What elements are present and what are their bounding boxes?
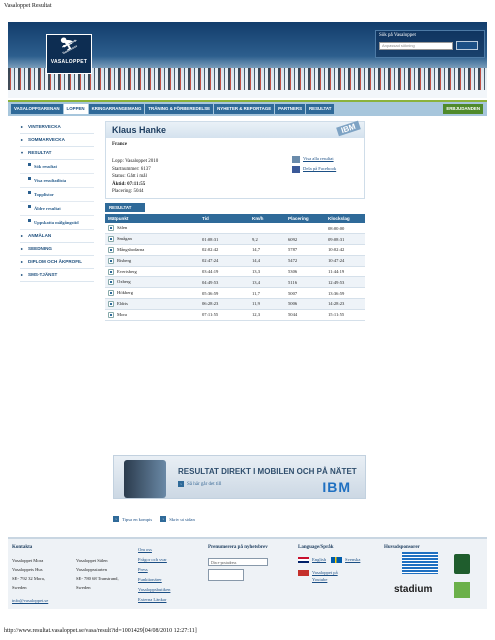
sidebar-item-sms[interactable] [20, 269, 94, 282]
sidebar-item-label: SEEDNING [28, 246, 52, 251]
bullet-icon [28, 191, 31, 194]
table-cell: 14,7 [249, 245, 285, 256]
footer-link-funktionarer[interactable]: Funktionärer [138, 577, 162, 582]
bullet-icon [28, 163, 31, 166]
table-cell: 10:02:42 [325, 245, 365, 256]
table-row [105, 309, 365, 320]
youtube-row [298, 569, 360, 583]
sidebar-item-vintervecka[interactable] [20, 121, 94, 134]
share-row [113, 516, 203, 522]
banner-link-label: Så här går det till [187, 481, 222, 487]
footer-contact-heading: Kontakta [12, 545, 33, 550]
table-row [105, 266, 365, 277]
table-cell: 06:28:23 [199, 299, 249, 310]
table-cell: 02:02:42 [199, 245, 249, 256]
table-cell [105, 223, 199, 234]
language-options [298, 555, 360, 564]
language-svenska-link[interactable]: Svenska [345, 557, 361, 562]
table-cell [105, 255, 199, 266]
share-facebook-label: Dela på Facebook [303, 166, 337, 171]
sidebar-sub-label: Topplistor [34, 192, 54, 197]
nav-traning[interactable]: TRÄNING & FÖRBEREDELSE [145, 104, 213, 114]
checkpoint-label: Eldris [117, 301, 128, 307]
arrow-right-icon: ▸ [21, 246, 24, 251]
bullet-icon [28, 177, 31, 180]
athlete-country: France [112, 142, 127, 147]
checkpoint-label: Sälen [117, 225, 128, 231]
table-cell: 08:00:00 [325, 223, 365, 234]
sponsor-logo-lightgreen[interactable] [454, 582, 470, 598]
col-matpunkt: Mätpunkt [105, 214, 199, 223]
sidebar-sub-aldre-resultat[interactable] [20, 202, 94, 216]
table-cell: 14:28:23 [325, 299, 365, 310]
chevron-right-icon: › [178, 481, 184, 487]
ibm-badge: IBM [336, 121, 360, 137]
table-cell: 5006 [285, 299, 325, 310]
results-body [105, 223, 365, 320]
table-row [105, 234, 365, 245]
nav-loppen[interactable]: LOPPEN [64, 104, 88, 114]
vasaloppet-logo[interactable] [46, 34, 92, 74]
footer-link-om-oss[interactable]: Om oss [138, 547, 152, 552]
mobile-results-banner[interactable] [113, 455, 366, 499]
checkpoint-icon[interactable] [108, 258, 114, 264]
search-label: Sök på Vasaloppet [379, 33, 416, 38]
contact-salen-line1: Vasaloppet Sälen [76, 558, 108, 563]
sidebar-sub-label: Äldre resultat [34, 206, 61, 211]
footer-newsletter [208, 543, 268, 581]
arrow-right-icon: ▸ [21, 272, 24, 277]
table-cell: 14,4 [249, 255, 285, 266]
sidebar-item-label: DIPLOM OCH ÅKPROFIL [28, 259, 83, 264]
checkpoint-label: Mångsbodarna [117, 247, 145, 253]
table-cell: 5116 [285, 277, 325, 288]
banner-link[interactable] [178, 481, 221, 487]
table-cell: 15:11:55 [325, 309, 365, 320]
language-english-link[interactable]: English [312, 557, 327, 562]
table-cell: 13,4 [249, 277, 285, 288]
footer-links [138, 545, 170, 605]
col-klockslag: Klockslag [325, 214, 365, 223]
nav-resultat[interactable]: RESULTAT [306, 104, 334, 114]
sidebar-item-label: VINTERVECKA [28, 124, 61, 129]
sidebar-item-diplom[interactable] [20, 256, 94, 269]
footer-link-faq[interactable]: Frågor och svar [138, 557, 167, 562]
print-page-title: Vasaloppet Resultat [4, 3, 52, 9]
table-row [105, 255, 365, 266]
table-cell: 01:08:31 [199, 234, 249, 245]
sponsor-ibm-logo[interactable] [402, 552, 438, 574]
table-cell: 03:44:19 [199, 266, 249, 277]
contact-mora-line4: Sweden [12, 585, 27, 590]
sweden-flag-icon [331, 557, 342, 563]
table-cell [105, 277, 199, 288]
skier-logo-icon: ⛷ [58, 38, 80, 55]
checkpoint-icon[interactable] [108, 225, 114, 231]
table-cell: 5787 [285, 245, 325, 256]
table-cell: 05:36:59 [199, 288, 249, 299]
site-footer [8, 537, 487, 609]
sidebar-sub-topplistor[interactable] [20, 188, 94, 202]
sidebar-item-label: ANMÄLAN [28, 233, 52, 238]
facebook-icon [292, 166, 300, 173]
arrow-right-icon: ▸ [21, 124, 24, 129]
table-row [105, 245, 365, 256]
table-row [105, 288, 365, 299]
table-cell: 12,3 [249, 309, 285, 320]
col-kmh: Km/h [249, 214, 285, 223]
detail-aktid: Åktid: 07:11:55 [112, 181, 146, 187]
checkpoint-label: Mora [117, 311, 127, 317]
nav-vasaloppsarenan[interactable]: VASALOPPSARENAN [11, 104, 63, 114]
athlete-details [112, 158, 158, 196]
sidebar-item-label: SOMMARVECKA [28, 137, 65, 142]
show-all-results-link[interactable] [292, 154, 336, 164]
checkpoint-label: Hökberg [117, 290, 133, 296]
search-button[interactable] [456, 41, 478, 50]
arrow-down-icon: ▾ [21, 150, 24, 155]
table-cell [105, 266, 199, 277]
table-cell [199, 223, 249, 234]
footer-contact-salen [76, 556, 119, 592]
contact-salen-line2: Vasaloppsstarten [76, 567, 107, 572]
table-cell: 13,3 [249, 266, 285, 277]
checkpoint-icon[interactable] [108, 312, 114, 318]
checkpoint-icon[interactable] [108, 279, 114, 285]
show-all-results-label: Visa alla resultat [303, 156, 334, 161]
sidebar-item-seedning[interactable] [20, 243, 94, 256]
table-row [105, 299, 365, 310]
arrow-right-icon: ▸ [21, 137, 24, 142]
search-input[interactable]: Anpassad sökning [379, 42, 453, 50]
table-cell: 5306 [285, 266, 325, 277]
table-cell: 11,9 [249, 299, 285, 310]
sidebar-sub-sok-resultat[interactable] [20, 160, 94, 174]
sidebar-item-anmalan[interactable] [20, 230, 94, 243]
checkpoint-label: Oxberg [117, 279, 131, 285]
sidebar-sub-label: Visa resultatlista [34, 178, 67, 183]
nav-nyheter[interactable]: NYHETER & REPORTAGE [214, 104, 274, 114]
footer-link-butiken[interactable]: Vasaloppsbutiken [138, 587, 171, 592]
contact-email-link[interactable]: info@vasaloppet.se [12, 598, 49, 603]
results-header-row [105, 214, 365, 223]
table-cell: 5472 [285, 255, 325, 266]
arrow-right-icon: ▸ [21, 259, 24, 264]
table-cell: 5044 [285, 309, 325, 320]
athlete-links [292, 154, 336, 174]
youtube-link[interactable]: Vasaloppet på Youtube [312, 570, 338, 582]
footer-link-press[interactable]: Press [138, 567, 148, 572]
banner-title: RESULTAT DIREKT I MOBILEN OCH PÅ NÄTET [178, 467, 357, 476]
hero-snow [8, 90, 487, 98]
results-list-icon [292, 156, 300, 163]
checkpoint-label: Smågan [117, 236, 132, 242]
contact-mora-line2: Vasaloppets Hus [12, 567, 43, 572]
tip-friend-link[interactable] [113, 516, 152, 522]
sidebar-sub-label: Uppskatta målgångstid [34, 220, 79, 225]
language-heading: Language/Språk [298, 545, 334, 550]
contact-mora-line3: SE- 792 32 Mora, [12, 576, 45, 581]
youtube-icon [298, 570, 309, 576]
sidebar-item-label: RESULTAT [28, 150, 52, 155]
checkpoint-label: Evertsberg [117, 268, 137, 274]
table-cell: 04:49:53 [199, 277, 249, 288]
checkpoint-icon[interactable] [108, 236, 114, 242]
footer-sponsors [384, 543, 420, 552]
col-tid: Tid [199, 214, 249, 223]
print-page-link[interactable] [160, 516, 195, 522]
results-tab[interactable]: RESULTAT [105, 203, 145, 212]
sidebar-item-resultat[interactable] [20, 147, 94, 160]
sidebar-sub-resultatlista[interactable] [20, 174, 94, 188]
checkpoint-icon[interactable] [108, 290, 114, 296]
chevron-right-icon: › [160, 516, 166, 522]
newsletter-heading: Prenumerera på nyhetsbrev [208, 545, 268, 550]
checkpoint-icon[interactable] [108, 247, 114, 253]
newsletter-email-input[interactable]: Din e-postadress [208, 558, 268, 566]
table-cell: 12:49:53 [325, 277, 365, 288]
sidebar-item-label: SMS-TJÄNST [28, 272, 58, 277]
footer-contact [12, 543, 48, 605]
share-facebook-link[interactable] [292, 164, 336, 174]
table-cell [105, 245, 199, 256]
results-table [105, 214, 365, 321]
bullet-icon [28, 219, 31, 222]
phone-image [124, 460, 166, 498]
main-nav [8, 100, 487, 116]
checkpoint-icon[interactable] [108, 269, 114, 275]
footer-language [298, 543, 360, 583]
detail-status: Status: Gått i mål [112, 174, 147, 179]
table-cell [249, 223, 285, 234]
uk-flag-icon [298, 557, 309, 563]
arrow-right-icon: ▸ [21, 233, 24, 238]
col-placering: Placering [285, 214, 325, 223]
logo-text: VASALOPPET [50, 59, 88, 65]
table-cell [105, 309, 199, 320]
table-cell: 11,7 [249, 288, 285, 299]
detail-placering: Placering: 5044 [112, 189, 144, 194]
main-content [105, 121, 365, 321]
bullet-icon [28, 205, 31, 208]
tip-friend-label: Tipsa en kompis [122, 516, 153, 522]
table-cell: 07:11:55 [199, 309, 249, 320]
table-cell: 11:44:19 [325, 266, 365, 277]
table-cell: 10:47:24 [325, 255, 365, 266]
print-page-label: Skriv ut sidan [169, 516, 195, 522]
ibm-logo: IBM [322, 479, 351, 495]
table-row [105, 277, 365, 288]
table-cell: 6092 [285, 234, 325, 245]
contact-mora-line1: Vasaloppet Mora [12, 558, 44, 563]
table-cell [285, 223, 325, 234]
table-cell [105, 299, 199, 310]
table-cell [105, 234, 199, 245]
sidebar-sub-label: Sök resultat [34, 164, 58, 169]
athlete-name: Klaus Hanke [106, 122, 364, 138]
print-footer-url: http://www.resultat.vasaloppet.se/vasa/result?id=1001429[04/08/2010 12:27:11] [4, 628, 197, 634]
detail-lopp: Lopp: Vasaloppet 2010 [112, 159, 159, 164]
nav-erbjudanden[interactable]: ERBJUDANDEN [443, 104, 483, 114]
sponsors-heading: Huvudsponsorer [384, 545, 420, 550]
nav-partners[interactable]: PARTNERS [275, 104, 305, 114]
contact-salen-line4: Sweden [76, 585, 91, 590]
chevron-right-icon: › [113, 516, 119, 522]
sidebar-item-sommarvecka[interactable] [20, 134, 94, 147]
sidebar-sub-malgangstid[interactable] [20, 216, 94, 230]
checkpoint-icon[interactable] [108, 301, 114, 307]
newsletter-submit-button[interactable] [208, 569, 244, 581]
nav-kringarrangemang[interactable]: KRINGARRANGEMANG [89, 104, 145, 114]
sponsor-logo-green[interactable] [454, 554, 470, 574]
checkpoint-label: Risberg [117, 257, 132, 263]
table-cell: 09:08:31 [325, 234, 365, 245]
athlete-card [105, 121, 365, 199]
table-cell: 9,2 [249, 234, 285, 245]
table-cell: 5007 [285, 288, 325, 299]
table-cell [105, 288, 199, 299]
table-row [105, 223, 365, 234]
detail-startnummer: Startnummer: 6137 [112, 166, 151, 172]
table-cell: 02:47:24 [199, 255, 249, 266]
contact-salen-line3: SE- 780 68 Transtrand, [76, 576, 119, 581]
sponsor-stadium-logo[interactable]: stadium [394, 584, 433, 595]
footer-link-externa[interactable]: Externa Länkar [138, 597, 167, 602]
table-cell: 13:36:59 [325, 288, 365, 299]
sidebar [20, 121, 94, 282]
site-search [375, 30, 485, 58]
